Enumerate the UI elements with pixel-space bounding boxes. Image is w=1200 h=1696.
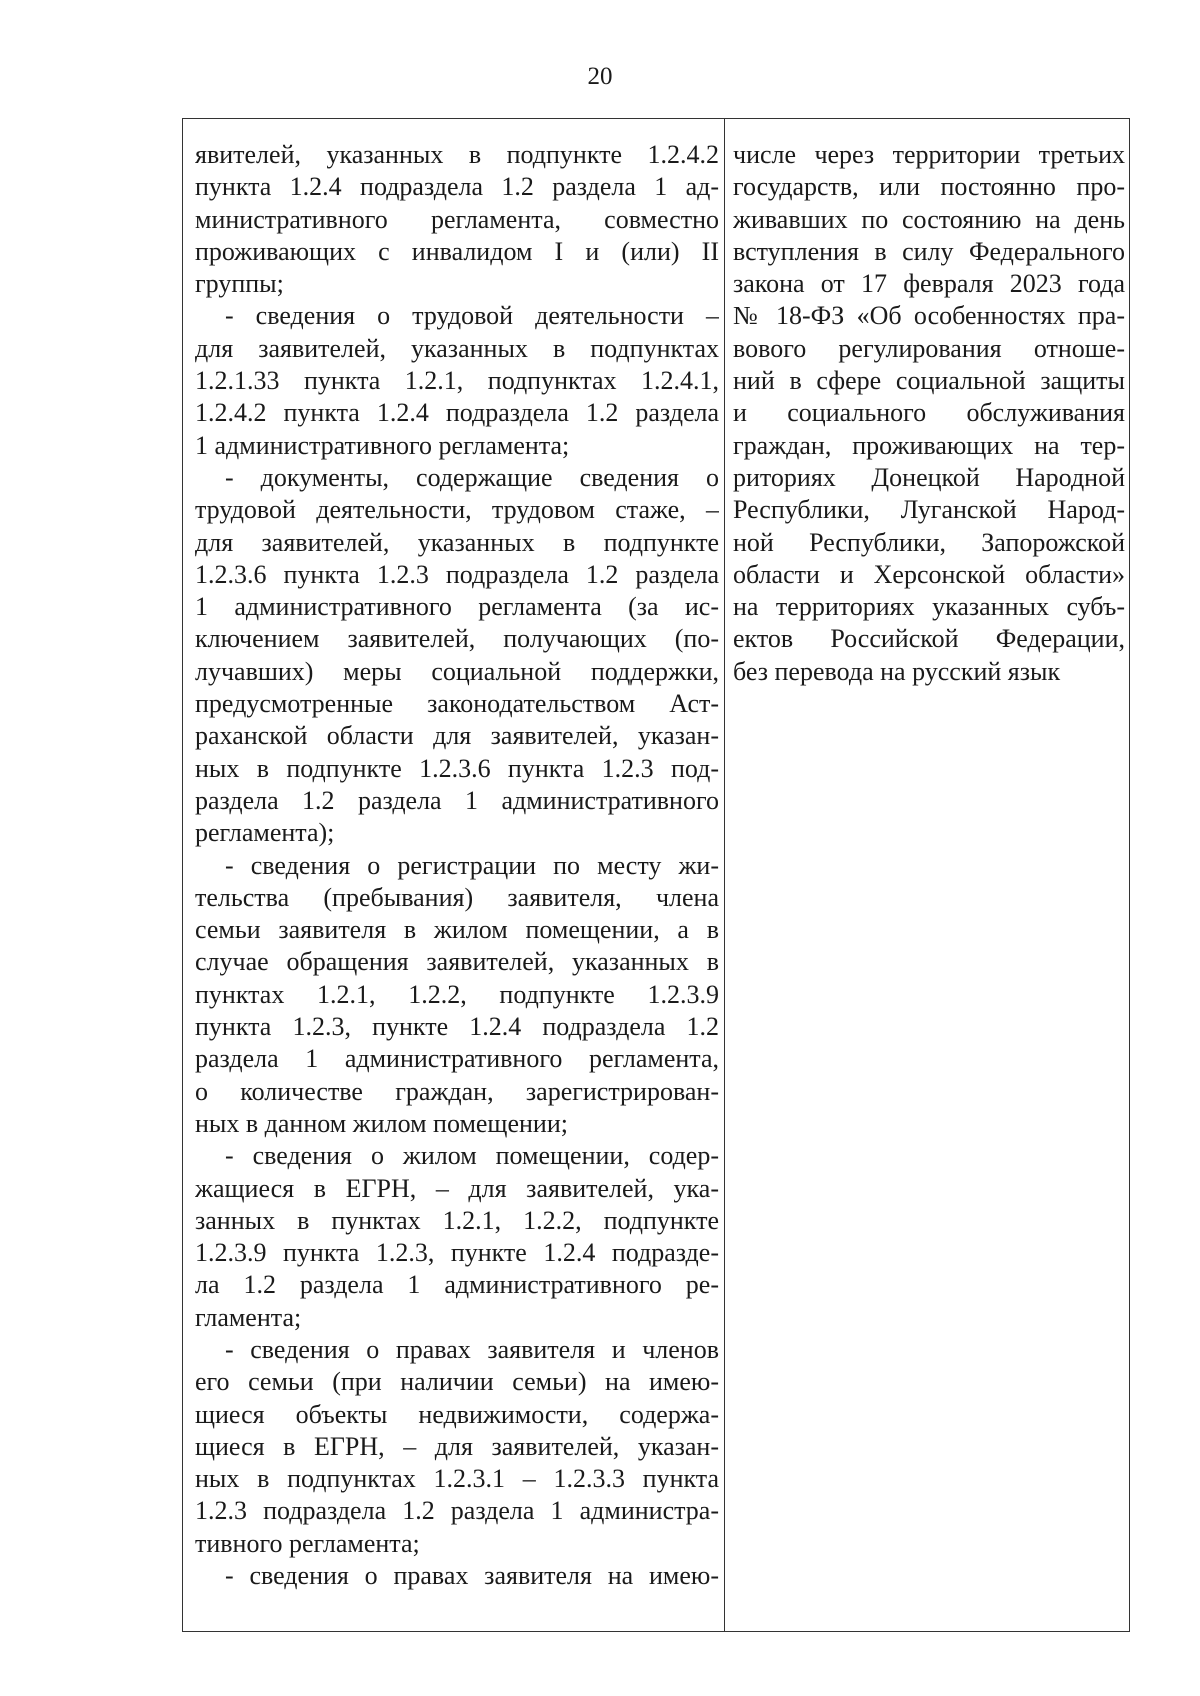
right-column-text-line: № 18-ФЗ «Об особенностях пра-	[733, 301, 1125, 331]
left-column-text-line: пункта 1.2.3, пункте 1.2.4 подраздела 1.2	[195, 1012, 719, 1042]
right-column-text-line: на территориях указанных субъ-	[733, 592, 1125, 622]
left-column-text-line: раздела 1 административного регламента,	[195, 1044, 719, 1074]
left-column-text-line: тельства (пребывания) заявителя, члена	[195, 882, 719, 912]
left-column-text-line: - сведения о правах заявителя и членов	[225, 1334, 719, 1364]
left-column-text-line: тивного регламента;	[195, 1528, 420, 1558]
left-column-text-line: щиеся в ЕГРН, – для заявителей, указан-	[195, 1431, 719, 1461]
left-column-text-line: - сведения о трудовой деятельности –	[225, 301, 719, 331]
left-column-text-line: пунктах 1.2.1, 1.2.2, подпункте 1.2.3.9	[195, 979, 719, 1009]
left-column-text-line: ключением заявителей, получающих (по-	[195, 624, 719, 654]
right-column-text-line: живавших по состоянию на день	[733, 204, 1125, 234]
left-column-text-line: регламента);	[195, 818, 335, 848]
right-column-cell	[725, 119, 1129, 1631]
left-column-text-line: для заявителей, указанных в подпунктах	[195, 333, 719, 363]
page-number: 20	[587, 63, 613, 90]
left-column-text-line: предусмотренные законодательством Аст-	[195, 689, 719, 719]
left-column-text-line: его семьи (при наличии семьи) на имею-	[195, 1367, 719, 1397]
left-column-text-line: занных в пунктах 1.2.1, 1.2.2, подпункте	[195, 1205, 719, 1235]
left-column-text-line: 1.2.3 подраздела 1.2 раздела 1 администра-	[195, 1496, 719, 1526]
left-column-text-line: о количестве граждан, зарегистрирован-	[195, 1076, 719, 1106]
right-column-text-line: риториях Донецкой Народной	[733, 462, 1125, 492]
left-column-text-line: жащиеся в ЕГРН, – для заявителей, ука-	[195, 1173, 719, 1203]
right-column-text-line: закона от 17 февраля 2023 года	[733, 269, 1125, 299]
right-column-text-line: государств, или постоянно про-	[733, 172, 1125, 202]
left-column-text-line: пункта 1.2.4 подраздела 1.2 раздела 1 ад-	[195, 172, 719, 202]
left-column-cell	[183, 119, 725, 1631]
left-column-text-line: явителей, указанных в подпункте 1.2.4.2	[195, 140, 719, 169]
left-column-text-line: - сведения о регистрации по месту жи-	[225, 850, 719, 880]
right-column-text-line: числе через территории третьих	[733, 140, 1125, 169]
left-column-text-line: 1.2.3.9 пункта 1.2.3, пункте 1.2.4 подразде-	[195, 1238, 719, 1268]
right-column-text-line: вового регулирования отноше-	[733, 333, 1125, 363]
left-column-text-line: трудовой деятельности, трудовом стаже, –	[195, 495, 719, 525]
left-column-text-line: 1.2.3.6 пункта 1.2.3 подраздела 1.2 раздела	[195, 559, 719, 589]
left-column-text-line: ных в подпункте 1.2.3.6 пункта 1.2.3 под-	[195, 753, 719, 783]
left-column-text-line: - документы, содержащие сведения о	[225, 462, 719, 492]
right-column-text-line: граждан, проживающих на тер-	[733, 430, 1125, 460]
right-column-text-line: и социального обслуживания	[733, 398, 1125, 428]
right-column-text-line: Республики, Луганской Народ-	[733, 495, 1125, 525]
left-column-text-line: 1 административного регламента;	[195, 430, 570, 460]
left-column-text-line: 1.2.4.2 пункта 1.2.4 подраздела 1.2 раздела	[195, 398, 719, 428]
left-column-text-line: группы;	[195, 269, 284, 299]
left-column-text-line: 1.2.1.33 пункта 1.2.1, подпунктах 1.2.4.1,	[195, 366, 719, 396]
left-column-text-line: семьи заявителя в жилом помещении, а в	[195, 915, 719, 945]
left-column-text-line: проживающих с инвалидом I и (или) II	[195, 236, 719, 266]
left-column-text-line: ных в данном жилом помещении;	[195, 1108, 568, 1138]
right-column-text-line: без перевода на русский язык	[733, 656, 1061, 686]
left-column-text-line: - сведения о жилом помещении, содер-	[225, 1141, 719, 1171]
right-column-text-line: ной Республики, Запорожской	[733, 527, 1125, 557]
right-column-text-line: ектов Российской Федерации,	[733, 624, 1125, 654]
left-column-text-line: раханской области для заявителей, указан-	[195, 721, 719, 751]
left-column-text-line: раздела 1.2 раздела 1 административного	[195, 785, 719, 815]
right-column-text-line: ний в сфере социальной защиты	[733, 366, 1125, 396]
left-column-text-line: министративного регламента, совместно	[195, 204, 719, 234]
left-column-text-line: ных в подпунктах 1.2.3.1 – 1.2.3.3 пункта	[195, 1464, 719, 1494]
left-column-text-line: щиеся объекты недвижимости, содержа-	[195, 1399, 719, 1429]
left-column-text-line: ла 1.2 раздела 1 административного ре-	[195, 1270, 719, 1300]
right-column-text-line: вступления в силу Федерального	[733, 236, 1125, 266]
left-column-text-line: лучавших) меры социальной поддержки,	[195, 656, 719, 686]
left-column-text-line: для заявителей, указанных в подпункте	[195, 527, 719, 557]
left-column-text-line: 1 административного регламента (за ис-	[195, 592, 719, 622]
left-column-text-line: - сведения о правах заявителя на имею-	[225, 1561, 719, 1591]
left-column-text-line: случае обращения заявителей, указанных в	[195, 947, 719, 977]
right-column-text-line: области и Херсонской области»	[733, 559, 1125, 589]
document-table	[182, 118, 1130, 1632]
left-column-text-line: гламента;	[195, 1302, 302, 1332]
